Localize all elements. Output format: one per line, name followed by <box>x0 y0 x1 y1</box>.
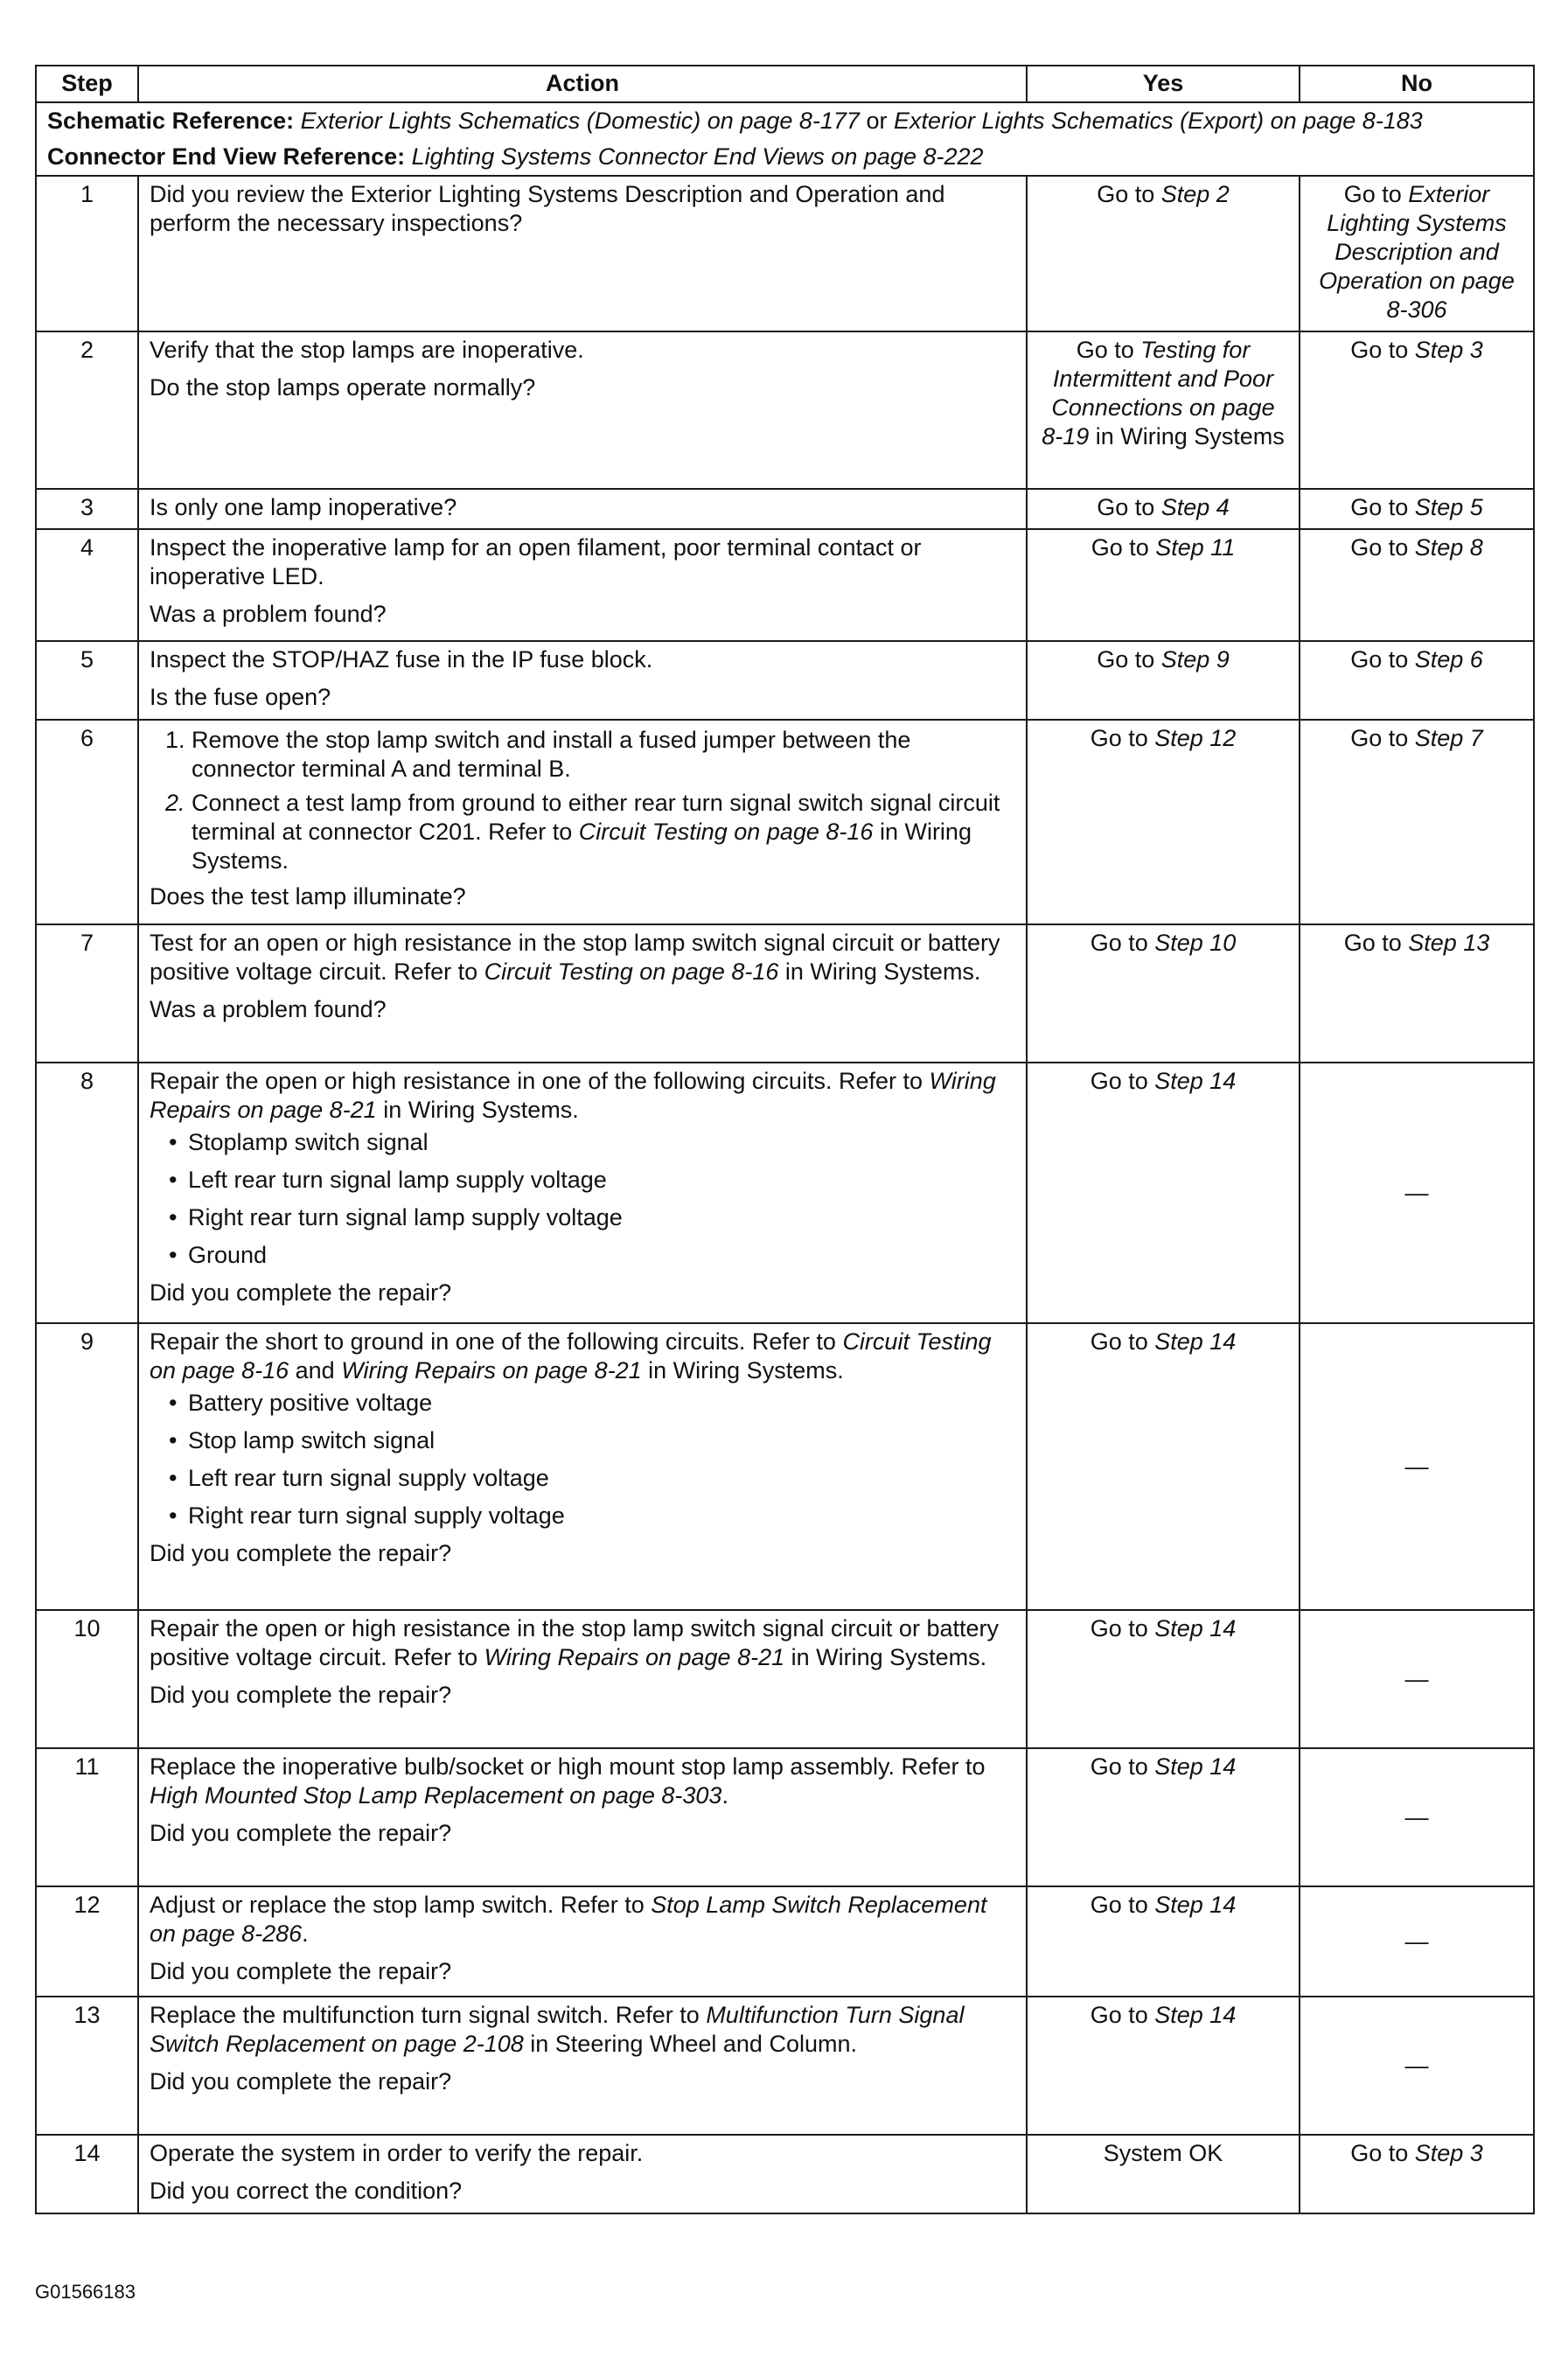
action-question: Did you complete the repair? <box>150 1958 452 1984</box>
step-yes <box>1027 641 1300 720</box>
step-yes <box>1027 176 1300 331</box>
header-yes: Yes <box>1027 66 1300 102</box>
no-link[interactable]: Step 13 <box>1408 930 1490 956</box>
schematic-reference <box>47 107 1523 136</box>
action-text: Did you review the Exterior Lighting Systems Description and Operation and perform the necessary inspections? <box>150 181 945 236</box>
table-row <box>36 1063 1534 1323</box>
connector-reference-label: Connector End View Reference: <box>47 143 406 170</box>
schematic-reference-label: Schematic Reference: <box>47 108 295 134</box>
step-action <box>138 331 1027 489</box>
step-action <box>138 1886 1027 1997</box>
reference-row <box>36 102 1534 176</box>
action-link[interactable]: Wiring Repairs on page 8-21 <box>341 1357 642 1384</box>
list-item-text: Connect a test lamp from ground to either rear turn signal switch signal circuit terminal at connector C201. Refer to <box>192 790 1000 845</box>
step-number: 1 <box>36 176 138 331</box>
step-action <box>138 924 1027 1063</box>
table-row <box>36 1997 1534 2135</box>
action-question: Was a problem found? <box>150 996 387 1022</box>
step-number: 9 <box>36 1323 138 1610</box>
no-prefix: Go to <box>1350 337 1415 363</box>
action-question: Did you complete the repair? <box>150 1540 452 1566</box>
action-text <box>150 1753 1015 1810</box>
step-number: 8 <box>36 1063 138 1323</box>
no-link[interactable]: Step 3 <box>1414 2140 1483 2166</box>
list-item-link[interactable]: Circuit Testing on page 8-16 <box>578 819 874 845</box>
step-yes <box>1027 1997 1300 2135</box>
step-action <box>138 641 1027 720</box>
header-no: No <box>1300 66 1534 102</box>
step-action <box>138 529 1027 641</box>
action-text <box>150 1891 1015 1948</box>
list-item: • Ground <box>188 1241 1015 1270</box>
action-text-part: and <box>289 1357 342 1384</box>
action-question: Did you complete the repair? <box>150 1279 452 1306</box>
step-yes <box>1027 529 1300 641</box>
action-text-part: Repair the open or high resistance in one of the following circuits. Refer to <box>150 1068 930 1094</box>
step-no: — <box>1300 1886 1534 1997</box>
step-no <box>1300 331 1534 489</box>
step-action <box>138 176 1027 331</box>
step-number: 13 <box>36 1997 138 2135</box>
yes-prefix: Go to <box>1090 1892 1155 1918</box>
action-text-part: Adjust or replace the stop lamp switch. Refer to <box>150 1892 652 1918</box>
yes-prefix: Go to <box>1090 1753 1155 1780</box>
list-item: • Left rear turn signal supply voltage <box>188 1464 1015 1493</box>
yes-prefix: Go to <box>1090 2002 1155 2028</box>
document-id: G01566183 <box>35 2281 136 2303</box>
schematic-reference-link-1[interactable]: Exterior Lights Schematics (Domestic) on page 8-177 <box>300 108 860 134</box>
step-number: 4 <box>36 529 138 641</box>
action-text <box>150 1328 1015 1385</box>
action-text: Inspect the STOP/HAZ fuse in the IP fuse block. <box>150 646 653 673</box>
yes-link[interactable]: Step 10 <box>1154 930 1237 956</box>
yes-link[interactable]: Step 14 <box>1154 1892 1237 1918</box>
action-link[interactable]: Wiring Repairs on page 8-21 <box>484 1644 785 1670</box>
yes-link[interactable]: Step 14 <box>1154 1328 1237 1355</box>
step-yes <box>1027 1748 1300 1886</box>
step-action <box>138 2135 1027 2213</box>
step-action <box>138 1063 1027 1323</box>
action-question: Did you complete the repair? <box>150 1820 452 1846</box>
action-text-part: Test for an open or high resistance in the stop lamp switch signal circuit or battery positive voltage circuit. Refer to <box>150 930 1000 985</box>
step-no: — <box>1300 1610 1534 1748</box>
step-number: 2 <box>36 331 138 489</box>
table-row <box>36 1323 1534 1610</box>
list-item: 1. Remove the stop lamp switch and install a fused jumper between the connector terminal A and terminal B. <box>192 726 1015 784</box>
action-link[interactable]: Multifunction Turn Signal Switch Replacement on page 2-108 <box>150 2002 965 2057</box>
no-link[interactable]: Step 6 <box>1414 646 1483 673</box>
table-row <box>36 720 1534 924</box>
no-prefix: Go to <box>1350 494 1415 520</box>
step-number: 7 <box>36 924 138 1063</box>
table-row <box>36 1748 1534 1886</box>
no-prefix: Go to <box>1350 725 1415 751</box>
yes-link[interactable]: Step 14 <box>1154 1753 1237 1780</box>
step-action <box>138 1997 1027 2135</box>
step-no <box>1300 2135 1534 2213</box>
yes-prefix: Go to <box>1076 337 1141 363</box>
yes-link[interactable]: Step 4 <box>1160 494 1230 520</box>
step-action <box>138 720 1027 924</box>
action-text-suffix: in Wiring Systems. <box>778 958 981 985</box>
header-action: Action <box>138 66 1027 102</box>
list-item-suffix: in Wiring Systems. <box>192 819 972 874</box>
list-item: • Stoplamp switch signal <box>188 1128 1015 1157</box>
no-prefix: Go to <box>1350 2140 1415 2166</box>
step-no <box>1300 924 1534 1063</box>
action-bullet-list <box>150 1389 1015 1530</box>
list-item <box>192 789 1015 875</box>
step-no <box>1300 720 1534 924</box>
step-action <box>138 1323 1027 1610</box>
action-numbered-list <box>150 726 1015 875</box>
yes-prefix: Go to <box>1090 725 1155 751</box>
yes-suffix: in Wiring Systems <box>1089 423 1285 450</box>
no-link[interactable]: Step 5 <box>1414 494 1483 520</box>
connector-reference <box>47 143 1523 171</box>
table-row <box>36 529 1534 641</box>
table-row <box>36 489 1534 529</box>
table-row <box>36 924 1534 1063</box>
yes-prefix: Go to <box>1090 1068 1155 1094</box>
table-row <box>36 331 1534 489</box>
step-no <box>1300 529 1534 641</box>
step-no <box>1300 489 1534 529</box>
action-question: Did you complete the repair? <box>150 2068 452 2095</box>
yes-prefix: Go to <box>1090 1615 1155 1642</box>
step-yes <box>1027 331 1300 489</box>
table-row <box>36 641 1534 720</box>
step-yes <box>1027 924 1300 1063</box>
no-prefix: Go to <box>1350 534 1415 561</box>
action-text-part: Replace the multifunction turn signal switch. Refer to <box>150 2002 707 2028</box>
action-text-suffix: . <box>721 1782 728 1809</box>
schematic-reference-or: or <box>859 108 894 134</box>
step-action <box>138 489 1027 529</box>
yes-link[interactable]: Step 12 <box>1154 725 1237 751</box>
yes-prefix: Go to <box>1091 534 1156 561</box>
action-text: Operate the system in order to verify the repair. <box>150 2140 644 2166</box>
no-link[interactable]: Step 7 <box>1414 725 1483 751</box>
yes-link[interactable]: Step 11 <box>1155 534 1236 561</box>
step-number: 14 <box>36 2135 138 2213</box>
action-text <box>150 1614 1015 1672</box>
action-text: Inspect the inoperative lamp for an open filament, poor terminal contact or inoperative LED. <box>150 534 922 589</box>
yes-link[interactable]: Step 14 <box>1154 1068 1237 1094</box>
step-yes <box>1027 1323 1300 1610</box>
yes-prefix: Go to <box>1097 181 1161 207</box>
yes-link[interactable]: Step 14 <box>1154 2002 1237 2028</box>
action-text <box>150 1067 1015 1125</box>
action-question: Was a problem found? <box>150 601 387 627</box>
yes-prefix: Go to <box>1090 1328 1155 1355</box>
no-link[interactable]: Exterior Lighting Systems Description and Operation on page 8-306 <box>1319 181 1515 323</box>
connector-reference-link[interactable]: Lighting Systems Connector End Views on page 8-222 <box>411 143 984 170</box>
action-link[interactable]: High Mounted Stop Lamp Replacement on page 8-303 <box>150 1782 722 1809</box>
action-question: Did you correct the condition? <box>150 2178 463 2204</box>
step-number: 10 <box>36 1610 138 1748</box>
no-link[interactable]: Step 3 <box>1414 337 1483 363</box>
action-question: Is the fuse open? <box>150 684 331 710</box>
action-link[interactable]: Circuit Testing on page 8-16 <box>150 1328 992 1384</box>
action-text-suffix: in Wiring Systems. <box>641 1357 844 1384</box>
yes-link[interactable]: Step 2 <box>1160 181 1230 207</box>
action-text: Verify that the stop lamps are inoperative. <box>150 337 584 363</box>
step-no: — <box>1300 1063 1534 1323</box>
schematic-reference-link-2[interactable]: Exterior Lights Schematics (Export) on page 8-183 <box>893 108 1423 134</box>
step-no: — <box>1300 1323 1534 1610</box>
step-number: 11 <box>36 1748 138 1886</box>
table-row <box>36 1886 1534 1997</box>
action-text-part: Repair the open or high resistance in the stop lamp switch signal circuit or battery positive voltage circuit. Refer to <box>150 1615 999 1670</box>
yes-link[interactable]: Testing for Intermittent and Poor Connections on page 8-19 <box>1042 337 1275 450</box>
list-item: • Left rear turn signal lamp supply voltage <box>188 1166 1015 1195</box>
action-question: Does the test lamp illuminate? <box>150 883 466 910</box>
step-action <box>138 1610 1027 1748</box>
list-item: • Stop lamp switch signal <box>188 1426 1015 1455</box>
table-row <box>36 2135 1534 2213</box>
action-link[interactable]: Stop Lamp Switch Replacement on page 8-286 <box>150 1892 987 1947</box>
step-action <box>138 1748 1027 1886</box>
list-item: • Right rear turn signal lamp supply voltage <box>188 1203 1015 1232</box>
no-prefix: Go to <box>1343 930 1409 956</box>
header-row <box>36 66 1534 102</box>
action-text <box>150 929 1015 986</box>
step-number: 3 <box>36 489 138 529</box>
list-item: • Battery positive voltage <box>188 1389 1015 1418</box>
step-number: 5 <box>36 641 138 720</box>
action-text <box>150 2001 1015 2059</box>
yes-prefix: Go to <box>1097 646 1161 673</box>
step-yes <box>1027 1063 1300 1323</box>
table-row <box>36 1610 1534 1748</box>
action-text-suffix: in Steering Wheel and Column. <box>523 2031 857 2057</box>
step-yes <box>1027 489 1300 529</box>
step-number: 6 <box>36 720 138 924</box>
list-item: • Right rear turn signal supply voltage <box>188 1502 1015 1530</box>
yes-prefix: Go to <box>1090 930 1155 956</box>
action-question: Did you complete the repair? <box>150 1682 452 1708</box>
reference-cell <box>36 102 1534 176</box>
step-no <box>1300 176 1534 331</box>
action-text-suffix: . <box>302 1920 309 1947</box>
action-text-suffix: in Wiring Systems. <box>376 1097 579 1123</box>
header-step: Step <box>36 66 138 102</box>
action-text-part: Replace the inoperative bulb/socket or high mount stop lamp assembly. Refer to <box>150 1753 986 1780</box>
no-prefix: Go to <box>1343 181 1409 207</box>
action-link[interactable]: Wiring Repairs on page 8-21 <box>150 1068 996 1123</box>
action-question: Do the stop lamps operate normally? <box>150 374 536 401</box>
step-no: — <box>1300 1748 1534 1886</box>
no-prefix: Go to <box>1350 646 1415 673</box>
no-link[interactable]: Step 8 <box>1414 534 1483 561</box>
step-yes <box>1027 1610 1300 1748</box>
yes-link[interactable]: Step 14 <box>1154 1615 1237 1642</box>
step-no: — <box>1300 1997 1534 2135</box>
action-question: Is only one lamp inoperative? <box>150 494 457 520</box>
diagnostic-table <box>35 65 1535 2214</box>
step-yes: System OK <box>1027 2135 1300 2213</box>
yes-prefix: Go to <box>1097 494 1161 520</box>
step-number: 12 <box>36 1886 138 1997</box>
action-text-part: Repair the short to ground in one of the following circuits. Refer to <box>150 1328 843 1355</box>
action-text-suffix: in Wiring Systems. <box>784 1644 987 1670</box>
diagnostic-table-sheet <box>35 65 1533 2214</box>
step-yes <box>1027 1886 1300 1997</box>
step-yes <box>1027 720 1300 924</box>
action-link[interactable]: Circuit Testing on page 8-16 <box>484 958 779 985</box>
action-bullet-list <box>150 1128 1015 1270</box>
yes-link[interactable]: Step 9 <box>1160 646 1230 673</box>
step-no <box>1300 641 1534 720</box>
table-row <box>36 176 1534 331</box>
